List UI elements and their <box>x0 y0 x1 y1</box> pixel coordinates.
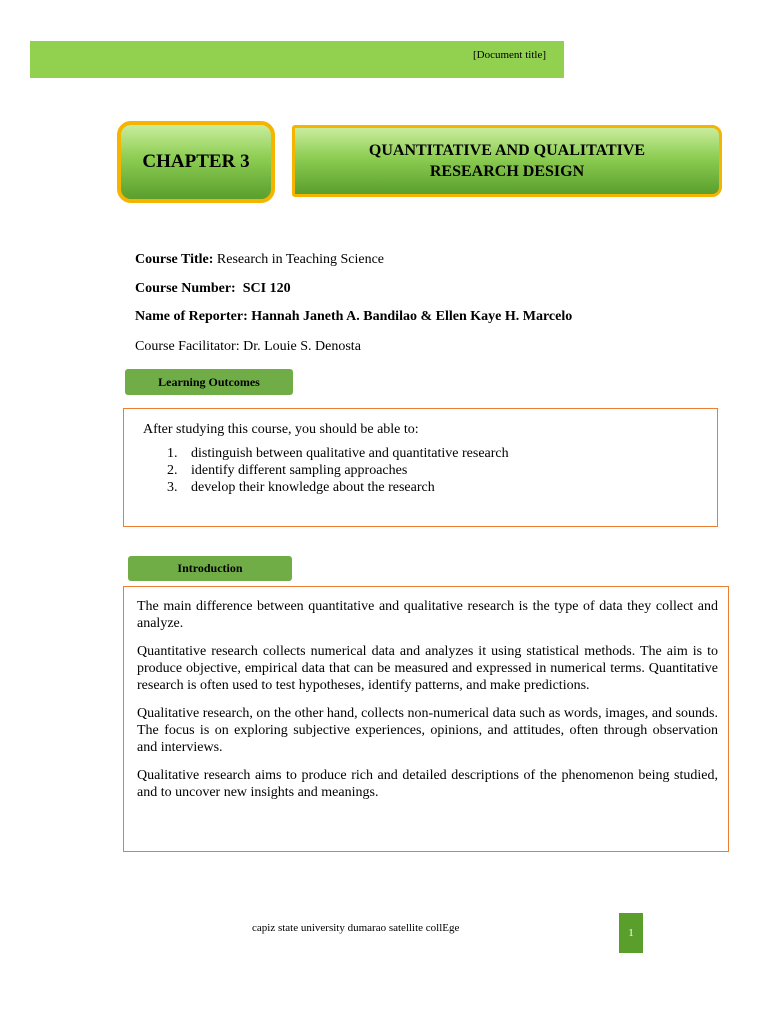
chapter-title-banner <box>292 125 722 197</box>
reporter-row <box>135 309 572 325</box>
header-bar <box>30 41 564 78</box>
course-title-row <box>135 252 384 268</box>
learning-outcomes-box <box>123 408 718 527</box>
reporter-label: Name of Reporter: <box>135 309 248 324</box>
list-item: 2. identify different sampling approaches <box>167 463 408 478</box>
introduction-box <box>123 586 729 852</box>
reporter-value: Hannah Janeth A. Bandilao & Ellen Kaye H. Marcelo <box>251 309 573 324</box>
facilitator-row <box>135 339 361 355</box>
facilitator-value: Dr. Louie S. Denosta <box>243 339 361 354</box>
course-number-row <box>135 281 291 297</box>
intro-paragraph: Qualitative research, on the other hand, collects non-numerical data such as words, images, and sounds. The focus is on exploring subjective experiences, opinions, and attitudes, often through observation and interviews. <box>137 706 718 755</box>
course-number-label: Course Number: <box>135 281 236 296</box>
chapter-title-line1: QUANTITATIVE AND QUALITATIVE <box>368 142 646 159</box>
document-title: [Document title] <box>472 49 546 61</box>
chapter-title-line2: RESEARCH DESIGN <box>429 163 585 180</box>
learning-outcomes-list <box>167 445 509 496</box>
chapter-badge <box>117 121 275 203</box>
course-title-label: Course Title: <box>135 252 214 267</box>
intro-paragraph: The main difference between quantitative and qualitative research is the type of data they collect and analyze. <box>137 599 718 631</box>
course-number-value: SCI 120 <box>242 281 291 296</box>
course-title-value: Research in Teaching Science <box>216 252 384 267</box>
facilitator-label: Course Facilitator: <box>135 339 240 354</box>
chapter-label: CHAPTER 3 <box>142 151 250 172</box>
list-item: 3. develop their knowledge about the research <box>167 480 435 495</box>
introduction-text <box>137 598 718 812</box>
intro-paragraph: Quantitative research collects numerical data and analyzes it using statistical methods. The aim is to produce objective, empirical data that can be measured and expressed in numerical terms. Quantitative research is often used to test hypotheses, identify patterns, and make predictions. <box>137 644 718 693</box>
learning-outcomes-heading: Learning Outcomes <box>125 369 293 395</box>
footer-institution: capiz state university dumarao satellite collEge <box>252 922 460 934</box>
learning-outcomes-intro: After studying this course, you should be able to: <box>143 422 419 437</box>
intro-paragraph: Qualitative research aims to produce rich and detailed descriptions of the phenomenon being studied, and to uncover new insights and meanings. <box>137 768 718 800</box>
page-number: 1 <box>619 913 643 953</box>
introduction-heading: Introduction <box>128 556 292 581</box>
list-item: 1. distinguish between qualitative and quantitative research <box>167 446 509 461</box>
